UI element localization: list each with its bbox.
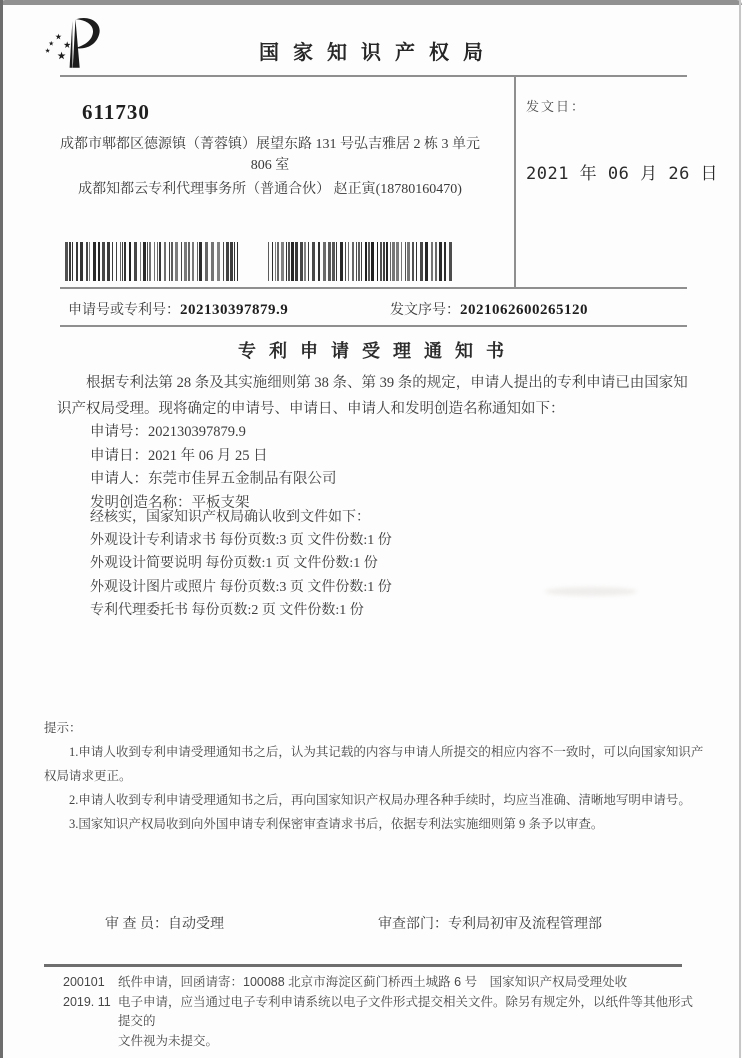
recipient-address-block [50, 100, 490, 200]
field-invention-title: 发明创造名称：平板支架 [90, 494, 250, 511]
received-file-item: 外观设计专利请求书 每份页数:3 页 文件份数:1 份 [90, 533, 392, 549]
tip-item-3: 3.国家知识产权局收到向外国申请专利保密审查请求书后，依据专利法实施细则第 9 条予以审查。 [69, 817, 604, 831]
barcode-right [268, 242, 456, 281]
address-line-2: 806 室 [250, 158, 290, 173]
tip-item-2: 2.申请人收到专利申请受理通知书之后，再向国家知识产权局办理各种手续时，均应当准确、清晰地写明申请号。 [69, 793, 691, 807]
application-fields [90, 421, 337, 515]
application-number-label: 申请号或专利号： [68, 303, 180, 318]
notice-intro-paragraph: 根据专利法第 28 条及其实施细则第 38 条、第 39 条的规定，申请人提出的专利申请已由国家知识产权局受理。现将确定的申请号、申请日、申请人和发明创造名称通知如下： [57, 375, 688, 417]
footer-code-2: 2019. 11 [63, 994, 111, 1009]
date-box-vertical-divider [514, 75, 516, 288]
field-application-date: 申请日：2021 年 06 月 25 日 [90, 447, 268, 464]
issue-date-value: 2021 年 06 月 26 日 [526, 164, 719, 184]
postal-code: 611730 [82, 100, 150, 124]
examiner-label: 审 查 员： [105, 917, 168, 932]
notice-title: 专利申请受理通知书 [238, 341, 517, 361]
received-file-item: 专利代理委托书 每份页数:2 页 文件份数:1 份 [90, 602, 364, 618]
field-application-number: 申请号：202130397879.9 [90, 424, 246, 440]
serial-number-label: 发文序号： [390, 303, 460, 318]
footer-line-electronic-cont: 文件视为未提交。 [118, 1033, 219, 1048]
received-documents [90, 506, 392, 622]
office-name-heading: 国家知识产权局 [259, 42, 497, 64]
received-file-item: 外观设计图片或照片 每份页数:3 页 文件份数:1 份 [90, 579, 392, 595]
address-section-divider [60, 287, 687, 289]
footer-instructions [118, 973, 703, 1051]
department-label: 审查部门： [378, 917, 448, 932]
serial-number-value: 2021062600265120 [460, 302, 588, 318]
examiner-line [105, 913, 224, 933]
department-line [378, 913, 602, 933]
address-line-1: 成都市郫都区德源镇（菁蓉镇）展望东路 131 号弘吉雅居 2 栋 3 单元 [60, 137, 480, 152]
footer-code-1: 200101 [63, 975, 105, 989]
footer-line-paper: 纸件申请，回函请寄：100088 北京市海淀区蓟门桥西土城路 6 号 国家知识产权局受理处收 [118, 975, 628, 989]
scan-edge-left [0, 0, 3, 1058]
application-number-value: 202130397879.9 [180, 302, 289, 318]
received-intro: 经核实，国家知识产权局确认收到文件如下： [90, 510, 370, 525]
agency-and-agent-line: 成都知都云专利代理事务所（普通合伙） 赵正寅(18780160470) [78, 182, 462, 197]
tips-section [44, 716, 714, 836]
tips-label: 提示： [44, 721, 82, 735]
footer-form-codes [63, 973, 111, 1012]
scan-edge-right [739, 0, 741, 1058]
issue-date-label: 发文日： [526, 99, 587, 114]
department-value: 专利局初审及流程管理部 [448, 917, 602, 932]
tip-item-1: 1.申请人收到专利申请受理通知书之后，认为其记载的内容与申请人所提交的相应内容不一致时，可以向国家知识产权局请求更正。 [44, 745, 704, 783]
scan-artifact [545, 587, 637, 596]
footer-divider [44, 964, 682, 967]
application-number-line [68, 299, 288, 319]
header-divider [60, 75, 687, 77]
field-applicant: 申请人：东莞市佳昇五金制品有限公司 [90, 471, 337, 487]
scan-edge-top [0, 0, 742, 5]
footer-line-electronic: 电子申请，应当通过电子专利申请系统以电子文件形式提交相关文件。除另有规定外，以纸件等其他形式提交的 [118, 994, 694, 1028]
issue-date-box [526, 96, 719, 184]
reference-line-divider [60, 325, 687, 327]
received-file-item: 外观设计简要说明 每份页数:1 页 文件份数:1 份 [90, 556, 378, 572]
notice-intro [57, 370, 693, 422]
serial-number-line [390, 299, 588, 319]
barcode-left [65, 242, 241, 281]
examiner-value: 自动受理 [168, 917, 224, 932]
